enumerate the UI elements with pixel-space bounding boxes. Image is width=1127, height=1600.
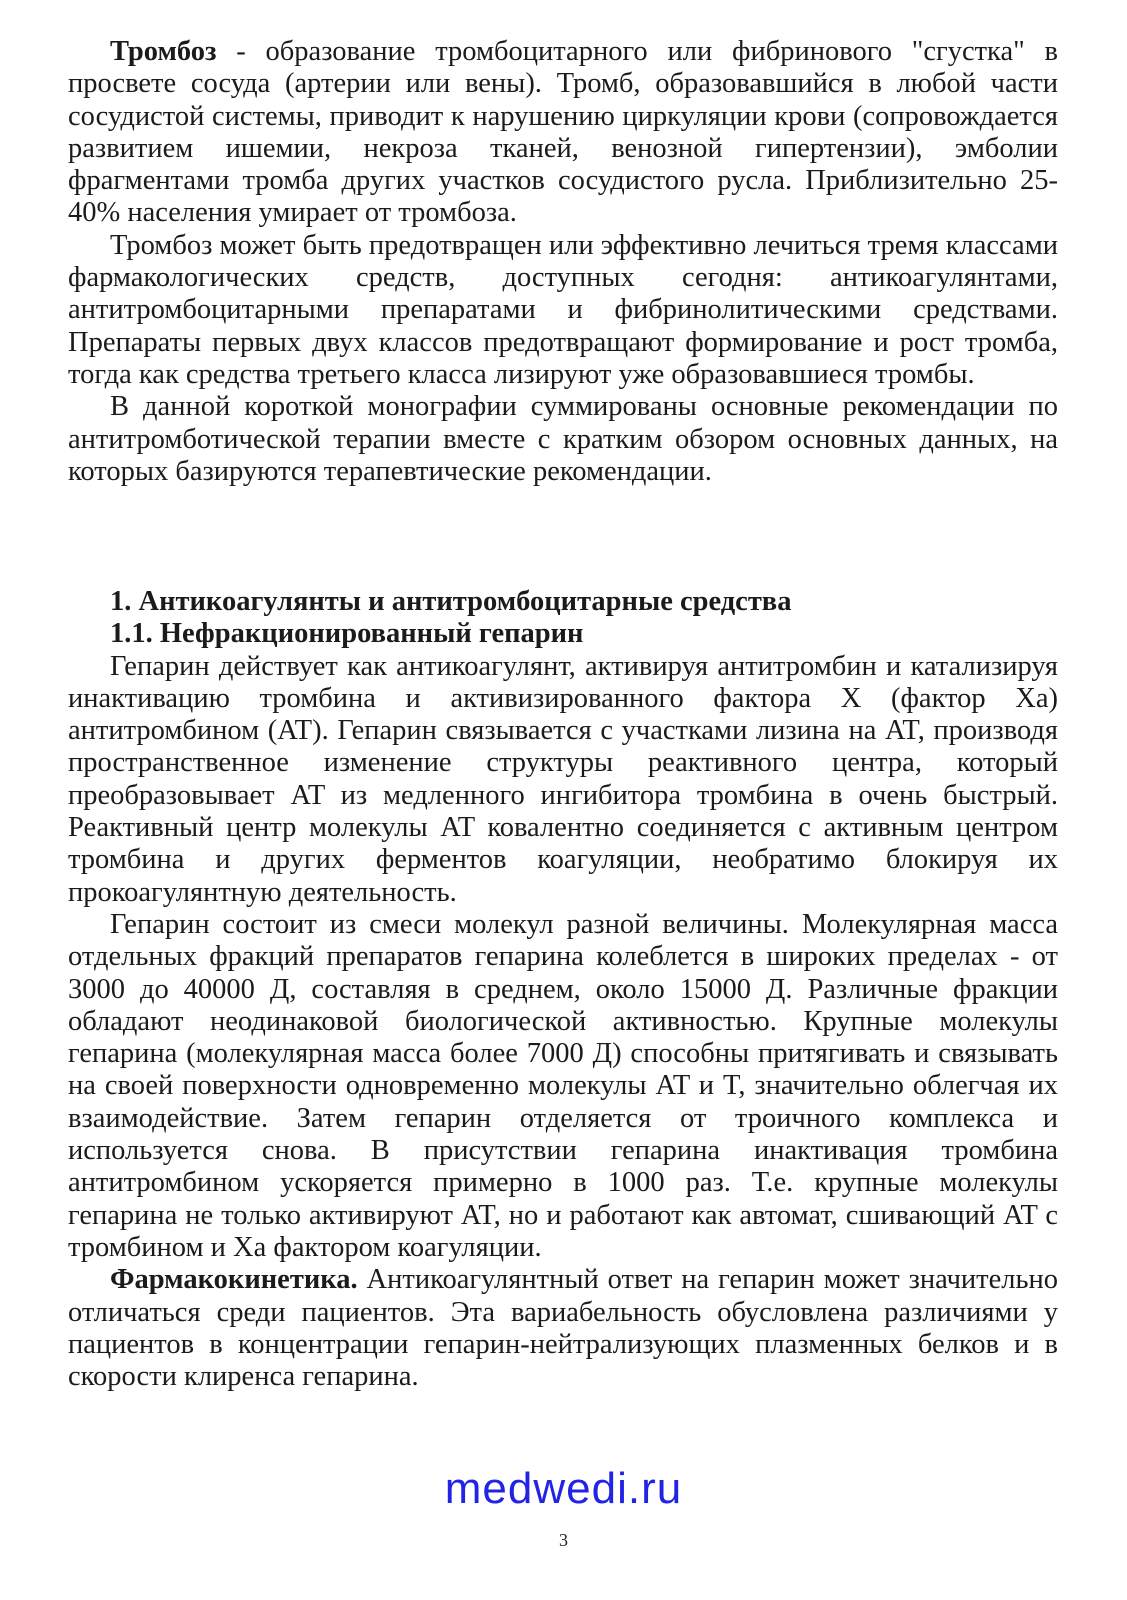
intro-paragraph-2: Тромбоз может быть предотвращен или эффективно лечиться тремя классами фармакологических средств, доступных сегодня: антикоагулянтами, антитромбоцитарными препаратами и фибринолитическими средствами. Препараты первых двух классов предотвращают формирование и рост тромба, тогда как средства третьего класса лизируют уже образовавшиеся тромбы. <box>68 229 1058 390</box>
term-thrombosis: Тромбоз <box>110 36 217 67</box>
section-paragraph-3-text: Антикоагулянтный ответ на гепарин может значительно отличаться среди пациентов. Эта вариабельность обусловлена различиями у пациентов в концентрации гепарин-нейтрализующих плазменных белков и в скорости клиренса гепарина. <box>68 1264 1058 1393</box>
subsection-heading: 1.1. Нефракционированный гепарин <box>110 618 584 650</box>
intro-paragraph-3: В данной короткой монографии суммированы основные рекомендации по антитромботической терапии вместе с кратким обзором основных данных, на которых базируются терапевтические рекомендации. <box>68 391 1058 487</box>
section-paragraph-1: Гепарин действует как антикоагулянт, активируя антитромбин и катализируя инактивацию тромбина и активизированного фактора X (фактор Xa) антитромбином (AT). Гепарин связывается с участками лизина на AT, производя пространственное изменение структуры реактивного центра, который преобразовывает AT из медленного ингибитора тромбина в очень быстрый. Реактивный центр молекулы AT ковалентно соединяется с активным центром тромбина и других ферментов коагуляции, необратимо блокируя их прокоагулянтную деятельность. <box>68 650 1058 908</box>
watermark: medwedi.ru <box>444 1464 683 1513</box>
section-1 <box>68 586 1058 1393</box>
page-number: 3 <box>559 1530 568 1550</box>
section-heading: 1. Антикоагулянты и антитромбоцитарные средства <box>110 586 792 617</box>
intro-section <box>68 36 1058 488</box>
term-pharmacokinetics: Фармакокинетика. <box>110 1264 358 1296</box>
intro-paragraph-1 <box>68 36 1058 230</box>
intro-paragraph-1-text: - образование тромбоцитарного или фибринового "сгустка" в просвете сосуда (артерии или вены). Тромб, образовавшийся в любой части сосудистой системы, приводит к нарушению циркуляции крови (сопровождается развитием ишемии, некроза тканей, венозной гипертензии), эмболии фрагментами тромба других участков сосудистого русла. Приблизительно 25-40% населения умирает от тромбоза. <box>68 36 1058 229</box>
section-paragraph-3 <box>68 1264 1058 1393</box>
section-paragraph-2: Гепарин состоит из смеси молекул разной величины. Молекулярная масса отдельных фракций препаратов гепарина колеблется в широких пределах - от 3000 до 40000 Д, составляя в среднем, около 15000 Д. Различные фракции обладают неодинаковой биологической активностью. Крупные молекулы гепарина (молекулярная масса более 7000 Д) способны притягивать и связывать на своей поверхности одновременно молекулы AT и T, значительно облегчая их взаимодействие. Затем гепарин отделяется от троичного комплекса и используется снова. В присутствии гепарина инактивация тромбина антитромбином ускоряется примерно в 1000 раз. Т.е. крупные молекулы гепарина не только активируют AT, но и работают как автомат, сшивающий AT с тромбином и Xa фактором коагуляции. <box>68 908 1058 1263</box>
